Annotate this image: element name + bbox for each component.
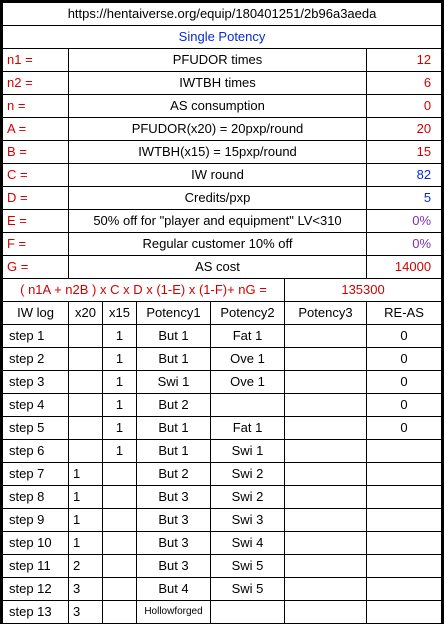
log-potency1: But 1 [137,440,211,463]
log-re-as: 0 [367,394,442,417]
log-x15 [103,601,137,624]
param-description: AS consumption [69,95,367,118]
log-row [3,486,442,509]
log-potency3 [285,348,367,371]
log-x20 [69,417,103,440]
log-row [3,555,442,578]
log-column-header: Potency2 [211,302,285,325]
log-row [3,348,442,371]
log-potency2: Swi 5 [211,555,285,578]
log-row [3,394,442,417]
param-key: F = [3,233,69,256]
log-re-as: 0 [367,325,442,348]
log-step: step 11 [3,555,69,578]
log-potency2: Ove 1 [211,371,285,394]
formula-result: 135300 [285,279,442,302]
log-potency2 [211,601,285,624]
log-potency2: Ove 1 [211,348,285,371]
log-re-as: 0 [367,348,442,371]
param-value: 15 [367,141,442,164]
log-re-as [367,509,442,532]
param-row [3,164,442,187]
param-row [3,187,442,210]
param-row [3,72,442,95]
log-potency3 [285,394,367,417]
log-step: step 5 [3,417,69,440]
log-potency3 [285,601,367,624]
log-x20: 1 [69,463,103,486]
log-potency2: Swi 5 [211,578,285,601]
param-value: 82 [367,164,442,187]
log-potency1: But 3 [137,486,211,509]
log-potency2 [211,394,285,417]
log-step: step 3 [3,371,69,394]
log-x20: 3 [69,578,103,601]
log-step: step 1 [3,325,69,348]
param-key: n = [3,95,69,118]
param-description: PFUDOR times [69,49,367,72]
param-key: n2 = [3,72,69,95]
log-step: step 9 [3,509,69,532]
log-potency1: But 3 [137,509,211,532]
log-x15 [103,532,137,555]
log-potency3 [285,417,367,440]
log-column-header: RE-AS [367,302,442,325]
log-column-header: IW log [3,302,69,325]
log-potency1: But 3 [137,532,211,555]
log-re-as [367,532,442,555]
log-row [3,325,442,348]
log-potency3 [285,486,367,509]
log-column-header: Potency3 [285,302,367,325]
param-value: 0% [367,210,442,233]
param-key: C = [3,164,69,187]
param-key: A = [3,118,69,141]
param-row [3,256,442,279]
formula-row [3,279,442,302]
log-potency2: Fat 1 [211,325,285,348]
log-x20 [69,348,103,371]
log-potency1: But 2 [137,463,211,486]
sheet-subtitle: Single Potency [3,26,442,49]
log-x20: 2 [69,555,103,578]
param-key: n1 = [3,49,69,72]
param-description: IWTBH(x15) = 15pxp/round [69,141,367,164]
log-x15: 1 [103,394,137,417]
log-step: step 7 [3,463,69,486]
log-column-header: x15 [103,302,137,325]
param-value: 0 [367,95,442,118]
log-step: step 4 [3,394,69,417]
log-x15: 1 [103,440,137,463]
log-potency1: Hollowforged [137,601,211,624]
param-description: 50% off for "player and equipment" LV<310 [69,210,367,233]
param-key: D = [3,187,69,210]
log-header-row [3,302,442,325]
log-x20 [69,440,103,463]
log-potency2: Swi 4 [211,532,285,555]
param-key: E = [3,210,69,233]
log-potency2: Swi 1 [211,440,285,463]
log-row [3,371,442,394]
param-description: Credits/pxp [69,187,367,210]
log-potency3 [285,555,367,578]
log-re-as [367,463,442,486]
param-row [3,210,442,233]
log-re-as [367,555,442,578]
log-row [3,440,442,463]
log-x20: 1 [69,532,103,555]
log-potency1: But 4 [137,578,211,601]
log-x15 [103,463,137,486]
log-re-as [367,486,442,509]
log-potency3 [285,440,367,463]
log-x15 [103,578,137,601]
log-potency1: But 3 [137,555,211,578]
log-potency3 [285,578,367,601]
log-potency3 [285,463,367,486]
log-step: step 12 [3,578,69,601]
log-row [3,509,442,532]
param-row [3,49,442,72]
log-x15: 1 [103,371,137,394]
param-description: PFUDOR(x20) = 20pxp/round [69,118,367,141]
param-value: 6 [367,72,442,95]
param-row [3,141,442,164]
log-x20: 3 [69,601,103,624]
log-x15: 1 [103,417,137,440]
log-step: step 8 [3,486,69,509]
equipment-url[interactable]: https://hentaiverse.org/equip/180401251/2b96a3aeda [3,3,442,26]
param-description: AS cost [69,256,367,279]
log-step: step 10 [3,532,69,555]
log-re-as [367,601,442,624]
log-x20 [69,394,103,417]
log-potency3 [285,509,367,532]
log-column-header: x20 [69,302,103,325]
log-potency2: Swi 2 [211,463,285,486]
log-potency3 [285,532,367,555]
param-value: 5 [367,187,442,210]
log-x15: 1 [103,325,137,348]
param-key: G = [3,256,69,279]
param-value: 0% [367,233,442,256]
log-x20 [69,371,103,394]
log-potency1: But 1 [137,325,211,348]
log-step: step 2 [3,348,69,371]
log-x15 [103,555,137,578]
log-potency3 [285,325,367,348]
log-step: step 6 [3,440,69,463]
log-potency2: Swi 3 [211,509,285,532]
log-row [3,532,442,555]
param-row [3,95,442,118]
log-x15 [103,509,137,532]
param-value: 14000 [367,256,442,279]
log-re-as: 0 [367,371,442,394]
log-x20: 1 [69,509,103,532]
log-re-as [367,440,442,463]
param-value: 12 [367,49,442,72]
log-row [3,417,442,440]
param-description: IWTBH times [69,72,367,95]
param-value: 20 [367,118,442,141]
log-potency1: But 2 [137,394,211,417]
param-description: IW round [69,164,367,187]
param-row [3,118,442,141]
potency-calculator-table [2,2,442,624]
log-potency1: But 1 [137,417,211,440]
log-re-as [367,578,442,601]
param-description: Regular customer 10% off [69,233,367,256]
log-row [3,463,442,486]
log-x20 [69,325,103,348]
log-row [3,601,442,624]
log-x20: 1 [69,486,103,509]
log-potency2: Swi 2 [211,486,285,509]
log-potency1: But 1 [137,348,211,371]
log-re-as: 0 [367,417,442,440]
log-column-header: Potency1 [137,302,211,325]
param-row [3,233,442,256]
log-potency2: Fat 1 [211,417,285,440]
log-potency1: Swi 1 [137,371,211,394]
log-potency3 [285,371,367,394]
log-x15: 1 [103,348,137,371]
log-step: step 13 [3,601,69,624]
log-x15 [103,486,137,509]
formula-text: ( n1A + n2B ) x C x D x (1-E) x (1-F)+ nG = [3,279,285,302]
log-row [3,578,442,601]
param-key: B = [3,141,69,164]
